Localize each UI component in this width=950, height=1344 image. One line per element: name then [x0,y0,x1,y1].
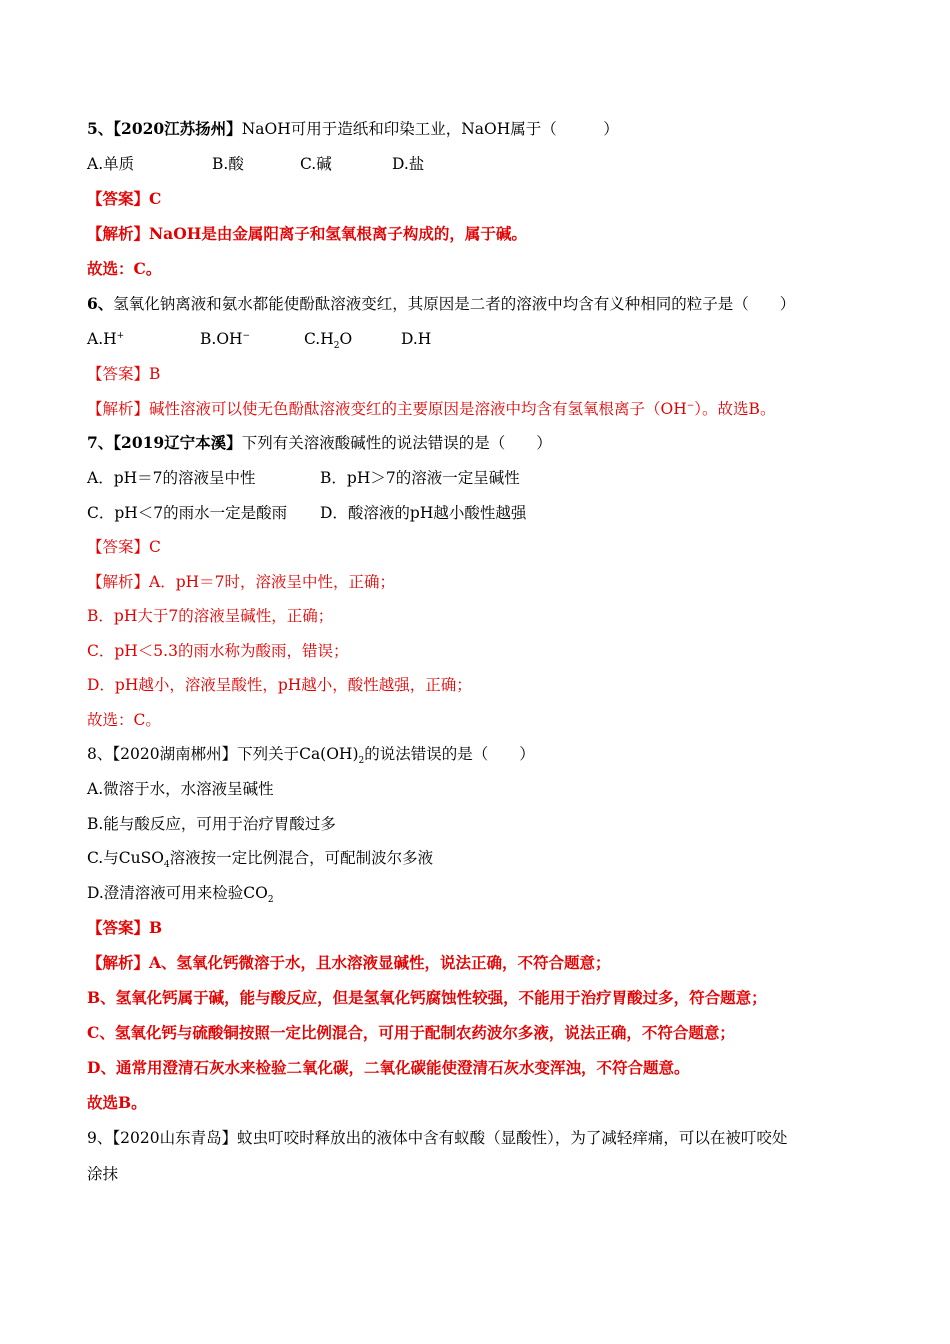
q9-source: 【2020山东青岛】 [112,1129,238,1147]
q5-options [87,154,424,174]
q7-options-row1 [87,468,520,488]
q5-option-b: B.酸 [212,155,244,173]
q9-stem-cont: 涂抹 [87,1165,119,1183]
q7-analysis-tag: 【解析】 [87,573,150,591]
q7-answer [87,537,161,557]
q8-stem-text: 下列关于Ca(OH) [237,745,359,763]
q9-number: 9、 [87,1129,113,1147]
q6-option-c [304,329,401,352]
q8-option-c-text-end: 溶液按一定比例混合，可配制波尔多液 [169,849,434,867]
q6-option-d: D.H [401,330,432,348]
q8-stem-sub: 2 [358,756,365,767]
q8-analysis-tag: 【解析】 [87,953,150,972]
q8-conclusion: 故选B。 [87,1093,147,1112]
q7-option-c: C．pH＜7的雨水一定是酸雨 [87,504,288,522]
q8-option-d-text: D.澄清溶液可用来检验CO [87,884,268,902]
q5-answer-tag: 【答案】 [87,189,150,208]
q5-number: 5、 [87,119,114,138]
q8-analysis-a [87,953,611,973]
q7-analysis-a [87,572,395,592]
q6-analysis [87,399,775,419]
q7-analysis-d: D．pH越小，溶液呈酸性，pH越小，酸性越强，正确； [87,676,472,694]
q5-option-a: A.单质 [87,155,135,173]
q6-option-a-text: A.H [87,330,117,348]
q5-stem-text: NaOH可用于造纸和印染工业，NaOH属于（ ） [241,120,619,138]
q6-option-c-tail: O [339,330,353,348]
q8-analysis-b: B、氢氧化钙属于碱，能与酸反应，但是氢氧化钙腐蚀性较强，不能用于治疗胃酸过多，符合题意； [87,988,767,1007]
q6-answer-tag: 【答案】 [87,365,150,383]
q9-stem [87,1128,787,1148]
q6-option-c-sub: 2 [333,341,340,352]
q7-option-d: D．酸溶液的pH越小酸性越强 [320,504,527,522]
q8-option-d-sub: 2 [267,895,274,906]
q8-analysis-c: C、氢氧化钙与硫酸铜按照一定比例混合，可用于配制农药波尔多液，说法正确，不符合题意； [87,1023,735,1042]
q7-analysis-b: B．pH大于7的溶液呈碱性，正确； [87,607,334,625]
q8-option-b: B.能与酸反应，可用于治疗胃酸过多 [87,815,336,833]
q6-option-a-sup: + [116,330,125,341]
q7-analysis-c: C．pH＜5.3的雨水称为酸雨，错误； [87,642,349,660]
q5-answer-value: C [149,189,162,208]
q7-answer-value: C [149,538,161,556]
q7-stem-text: 下列有关溶液酸碱性的说法错误的是（ ） [241,434,552,452]
q8-analysis-line-a: A、氢氧化钙微溶于水，且水溶液显碱性，说法正确，不符合题意； [149,953,611,972]
q7-option-a: A．pH＝7的溶液呈中性 [87,469,256,487]
q6-stem-text: 氢氧化钠离液和氨水都能使酚酞溶液变红，其原因是二者的溶液中均含有义种相同的粒子是（ ） [113,295,796,313]
q6-options [87,329,432,352]
q6-analysis-sup: − [686,400,695,411]
q9-stem-text: 蚊虫叮咬时释放出的液体中含有蚁酸（显酸性），为了减轻痒痛，可以在被叮咬处 [237,1129,788,1147]
q7-conclusion: 故选：C。 [87,711,161,729]
q6-option-c-text: C.H [304,330,334,348]
q7-stem [87,433,552,453]
q6-option-b-text: B.OH [200,330,243,348]
q6-analysis-tag: 【解析】 [87,400,150,418]
q7-options-row2 [87,503,526,523]
q8-analysis-d: D、通常用澄清石灰水来检验二氧化碳，二氧化碳能使澄清石灰水变浑浊，不符合题意。 [87,1058,690,1077]
q5-conclusion: 故选：C。 [87,259,162,278]
q7-analysis-line-a: A．pH＝7时，溶液呈中性，正确； [149,573,396,591]
q6-option-b [200,329,304,349]
q7-answer-tag: 【答案】 [87,538,150,556]
q6-stem [87,294,795,314]
q8-number: 8、 [87,745,113,763]
q5-option-d: D.盐 [392,155,425,173]
q8-source: 【2020湖南郴州】 [112,745,238,763]
q8-option-c [87,848,434,871]
q8-option-c-sub: 4 [163,860,170,871]
q8-answer [87,918,162,938]
q6-option-a [87,329,200,349]
q6-option-b-sup: − [242,330,251,341]
q6-answer-value: B [149,365,161,383]
q8-answer-value: B [149,918,163,937]
q6-analysis-text-end: ）。故选B。 [694,400,776,418]
q6-analysis-text: 碱性溶液可以使无色酚酞溶液变红的主要原因是溶液中均含有氢氧根离子（OH [149,400,687,418]
q7-option-b: B．pH＞7的溶液一定呈碱性 [320,469,520,487]
q8-option-a: A.微溶于水，水溶液呈碱性 [87,780,274,798]
q8-option-d [87,883,274,906]
q8-answer-tag: 【答案】 [87,918,150,937]
q5-answer [87,189,161,209]
q6-number: 6、 [87,294,114,313]
q5-stem [87,119,619,139]
q6-answer [87,364,160,384]
q8-option-c-text: C.与CuSO [87,849,164,867]
q5-option-c: C.碱 [300,155,332,173]
q5-analysis-tag: 【解析】 [87,224,150,243]
q5-source: 【2020江苏扬州】 [113,119,242,138]
q7-source: 【2019辽宁本溪】 [113,433,242,452]
q8-stem-text-end: 的说法错误的是（ ） [364,745,535,763]
q5-analysis-text: NaOH是由金属阳离子和氢氧根离子构成的，属于碱。 [149,224,527,243]
q8-stem [87,744,535,767]
q5-analysis [87,224,527,244]
q7-number: 7、 [87,433,114,452]
